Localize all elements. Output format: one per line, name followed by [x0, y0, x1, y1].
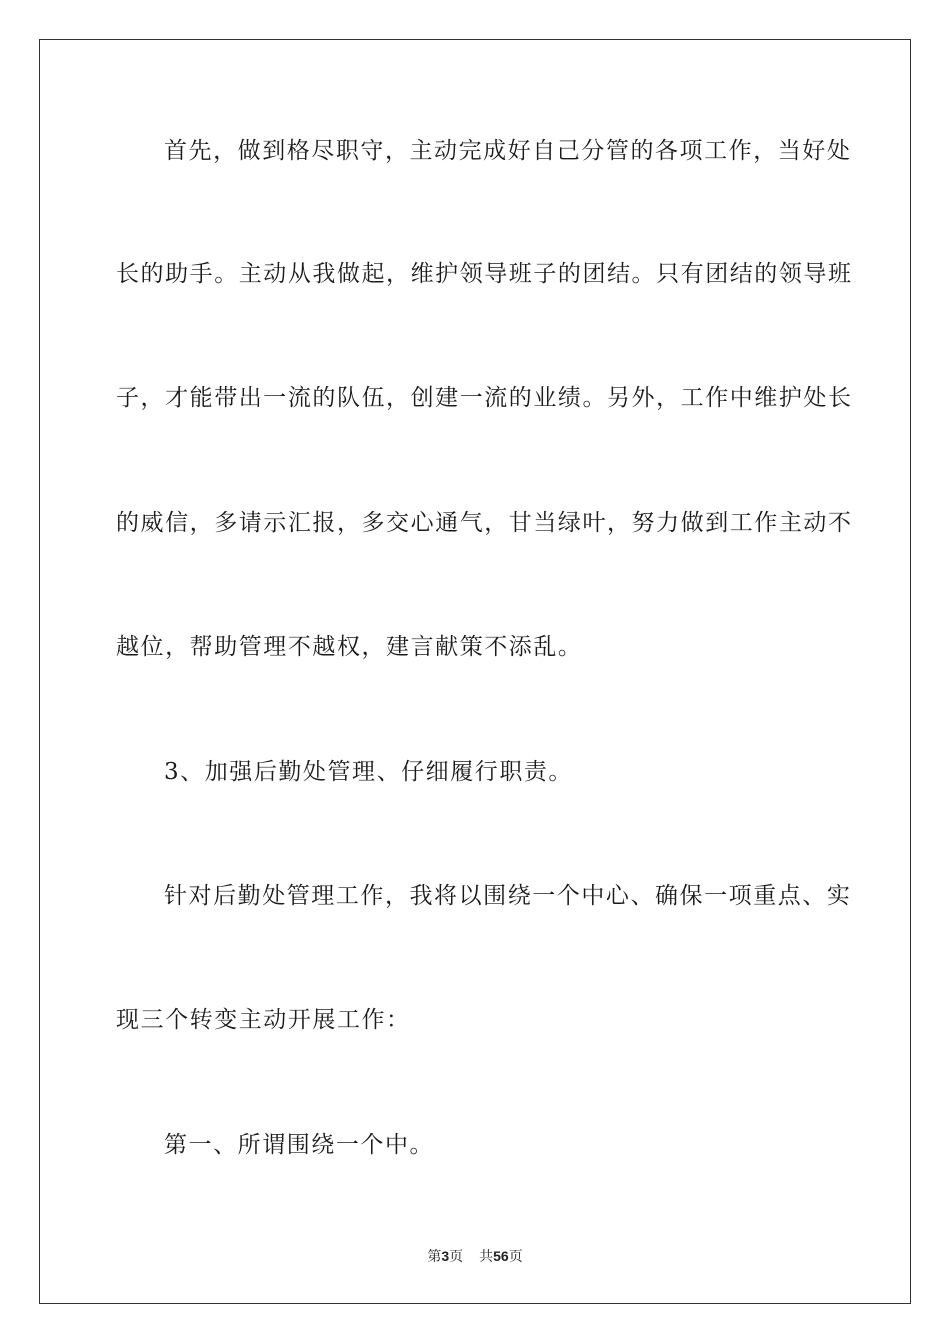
page-prefix: 第: [427, 1249, 442, 1265]
paragraph-line-1: 首先，做到格尽职守，主动完成好自己分管的各项工作，当好处: [164, 138, 852, 164]
page-border: [39, 39, 911, 1304]
paragraph-line-4: 的威信，多请示汇报，多交心通气，甘当绿叶，努力做到工作主动不: [116, 510, 853, 536]
paragraph-line-6: 针对后勤处管理工作，我将以围绕一个中心、确保一项重点、实: [164, 883, 852, 909]
page-number: 3: [441, 1248, 450, 1264]
paragraph-line-2: 长的助手。主动从我做起，维护领导班子的团结。只有团结的领导班: [116, 261, 853, 287]
paragraph-line-3: 子，才能带出一流的队伍，创建一流的业绩。另外，工作中维护处长: [116, 385, 853, 411]
paragraph-line-5: 越位，帮助管理不越权，建言献策不添乱。: [116, 634, 583, 660]
paragraph-line-7: 现三个转变主动开展工作：: [116, 1007, 411, 1033]
section-heading: 3、加强后勤处管理、仔细履行职责。: [164, 759, 573, 785]
paragraph-line-8: 第一、所谓围绕一个中。: [164, 1132, 435, 1158]
total-pages: 56: [493, 1248, 509, 1264]
page-footer: [0, 1247, 950, 1266]
total-prefix: 共: [479, 1249, 494, 1265]
total-suffix: 页: [508, 1249, 523, 1265]
page-suffix: 页: [449, 1249, 464, 1265]
